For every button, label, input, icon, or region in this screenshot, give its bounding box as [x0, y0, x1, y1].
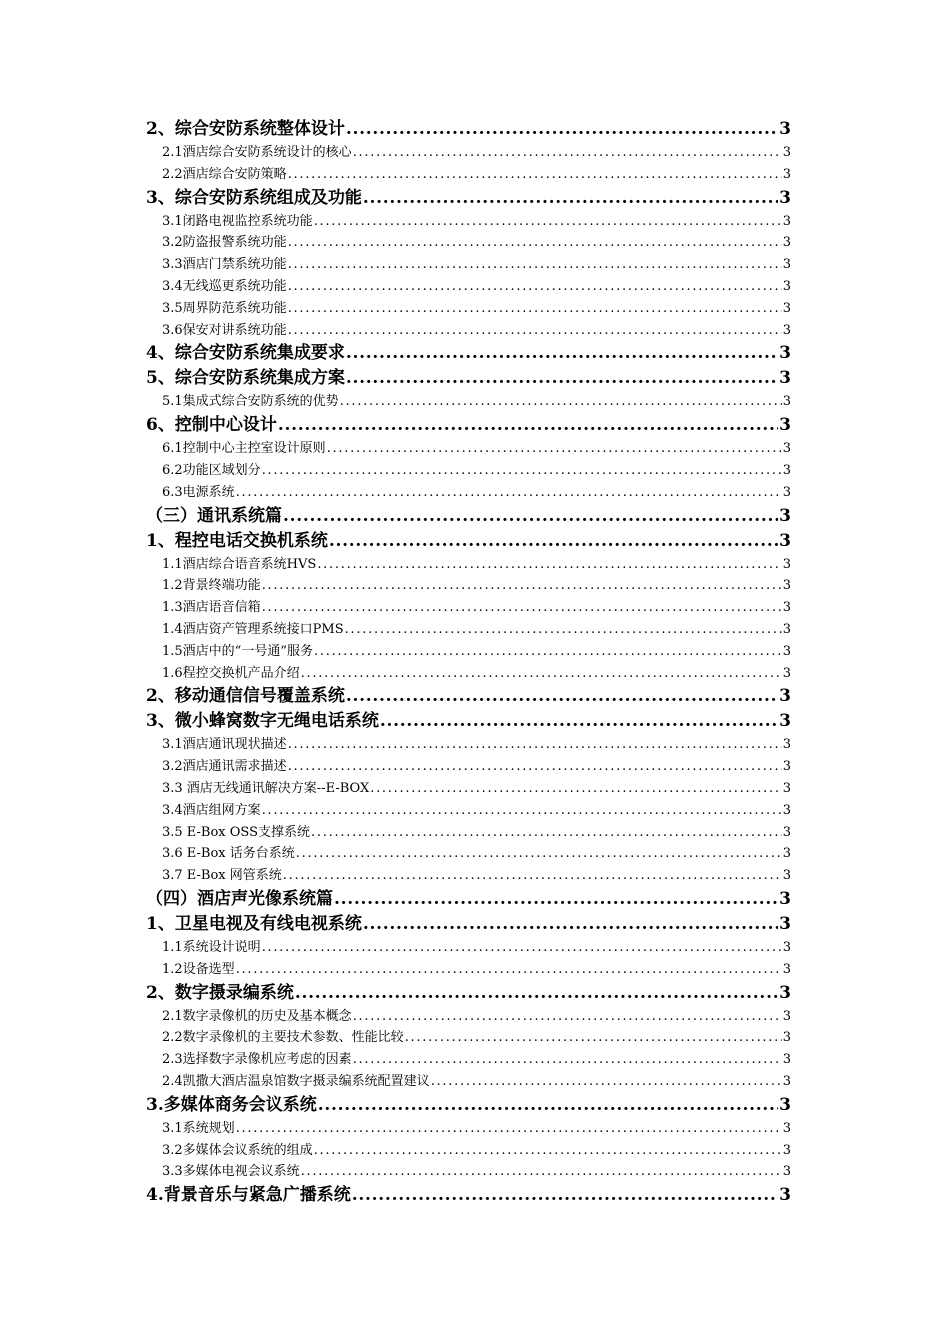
toc-entry-title: 3.4酒店组网方案 — [162, 802, 261, 818]
toc-dot-leader — [340, 391, 782, 413]
toc-entry-title: 5.1集成式综合安防系统的优势 — [162, 394, 339, 410]
toc-subentry[interactable] — [146, 1006, 791, 1028]
toc-page-number: 3 — [779, 415, 791, 436]
toc-entry-title: 3.多媒体商务会议系统 — [146, 1094, 317, 1115]
toc-entry-title: 2.3选择数字录像机应考虑的因素 — [162, 1052, 352, 1068]
toc-entry-title: 4.背景音乐与紧急广播系统 — [146, 1185, 351, 1206]
toc-page-number: 3 — [779, 982, 791, 1003]
toc-entry-title: 5、综合安防系统集成方案 — [146, 368, 345, 389]
toc-page-number: 3 — [779, 119, 791, 139]
toc-heading-entry[interactable] — [146, 366, 791, 391]
toc-page-number: 3 — [782, 441, 791, 457]
toc-dot-leader — [236, 959, 782, 981]
toc-dot-leader — [236, 482, 782, 504]
toc-dot-leader — [363, 912, 778, 937]
toc-page-number: 3 — [779, 686, 791, 707]
toc-dot-leader — [353, 142, 782, 164]
toc-dot-leader — [327, 438, 782, 460]
toc-page-number: 3 — [782, 257, 791, 273]
toc-entry-title: 3.3多媒体电视会议系统 — [162, 1164, 300, 1180]
toc-entry-title: 6.2功能区域划分 — [162, 462, 261, 478]
toc-page-number: 3 — [782, 846, 791, 862]
toc-heading-entry[interactable] — [146, 1093, 791, 1118]
toc-entry-title: 3.1闭路电视监控系统功能 — [162, 213, 313, 229]
toc-entry-title: 3.6 E-Box 话务台系统 — [162, 846, 295, 862]
toc-dot-leader — [317, 554, 781, 576]
toc-subentry[interactable] — [146, 298, 791, 320]
toc-page-number: 3 — [782, 939, 791, 955]
toc-dot-leader — [283, 865, 782, 887]
toc-subentry[interactable] — [146, 254, 791, 276]
toc-page-number: 3 — [782, 665, 791, 681]
toc-page-number: 3 — [782, 868, 791, 884]
toc-page-number: 3 — [779, 368, 791, 389]
toc-entry-title: 4、综合安防系统集成要求 — [146, 343, 345, 364]
toc-heading-entry[interactable] — [146, 186, 791, 211]
toc-entry-title: 6.1控制中心主控室设计原则 — [162, 441, 326, 457]
toc-dot-leader — [288, 734, 782, 756]
toc-dot-leader — [346, 366, 778, 391]
toc-dot-leader — [301, 1161, 782, 1183]
toc-page-number: 3 — [779, 505, 791, 526]
toc-page-number: 3 — [779, 1094, 791, 1115]
toc-dot-leader — [329, 529, 778, 554]
toc-page-number: 3 — [782, 556, 791, 572]
toc-dot-leader — [301, 663, 782, 685]
toc-entry-title: 1.2背景终端功能 — [162, 578, 261, 594]
toc-entry-title: 2.1酒店综合安防系统设计的核心 — [162, 145, 352, 160]
toc-dot-leader — [262, 597, 782, 619]
toc-subentry[interactable] — [146, 619, 791, 641]
toc-heading-entry[interactable] — [146, 341, 791, 366]
toc-page-number: 3 — [782, 166, 791, 182]
toc-entry-title: 3.2防盗报警系统功能 — [162, 235, 287, 251]
toc-entry-title: 1.4酒店资产管理系统接口PMS — [162, 621, 344, 637]
toc-dot-leader — [295, 981, 778, 1006]
toc-entry-title: 3.6保安对讲系统功能 — [162, 322, 287, 338]
toc-page-number: 3 — [782, 1008, 791, 1024]
toc-dot-leader — [262, 575, 782, 597]
toc-subentry[interactable] — [146, 1161, 791, 1183]
toc-entry-title: 3.1系统规划 — [162, 1120, 235, 1136]
toc-page-number: 3 — [782, 1052, 791, 1068]
toc-subentry[interactable] — [146, 164, 791, 186]
toc-entry-title: （三）通讯系统篇 — [146, 505, 282, 526]
toc-entry-title: 2、移动通信信号覆盖系统 — [146, 686, 345, 707]
toc-dot-leader — [380, 709, 778, 734]
toc-page-number: 3 — [782, 300, 791, 316]
toc-page-number: 3 — [782, 824, 791, 840]
toc-entry-title: 1、程控电话交换机系统 — [146, 530, 328, 551]
toc-subentry[interactable] — [146, 756, 791, 778]
toc-page-number: 3 — [782, 278, 791, 294]
toc-dot-leader — [236, 1118, 782, 1140]
toc-page-number: 3 — [779, 530, 791, 551]
toc-entry-title: 2.2酒店综合安防策略 — [162, 166, 287, 182]
toc-dot-leader — [311, 822, 782, 844]
toc-entry-title: 1.6程控交换机产品介绍 — [162, 665, 300, 681]
toc-heading-entry[interactable] — [146, 117, 791, 142]
toc-dot-leader — [318, 1093, 778, 1118]
toc-page-number: 3 — [782, 1120, 791, 1136]
toc-subentry[interactable] — [146, 276, 791, 298]
toc-subentry[interactable] — [146, 843, 791, 865]
toc-subentry[interactable] — [146, 232, 791, 254]
toc-dot-leader — [288, 254, 782, 276]
toc-dot-leader — [288, 232, 782, 254]
toc-subentry[interactable] — [146, 211, 791, 233]
toc-page-number: 3 — [782, 235, 791, 251]
toc-page-number: 3 — [782, 961, 791, 977]
toc-subentry[interactable] — [146, 778, 791, 800]
toc-page-number: 3 — [782, 643, 791, 659]
toc-entry-title: 3.2酒店通讯需求描述 — [162, 759, 287, 775]
toc-entry-title: 1.1系统设计说明 — [162, 939, 261, 955]
toc-entry-title: 3.7 E-Box 网管系统 — [162, 868, 282, 884]
toc-heading-entry[interactable] — [146, 912, 791, 937]
toc-subentry[interactable] — [146, 734, 791, 756]
toc-dot-leader — [314, 1140, 782, 1162]
toc-page-number: 3 — [782, 394, 791, 410]
toc-subentry[interactable] — [146, 663, 791, 685]
toc-subentry[interactable] — [146, 1027, 791, 1049]
toc-entry-title: 6、控制中心设计 — [146, 415, 277, 436]
toc-entry-title: 1.2设备选型 — [162, 961, 235, 977]
table-of-contents — [146, 117, 791, 1208]
toc-dot-leader — [314, 211, 782, 233]
toc-entry-title: 1、卫星电视及有线电视系统 — [146, 913, 362, 934]
toc-dot-leader — [262, 460, 782, 482]
toc-entry-title: 2、综合安防系统整体设计 — [146, 119, 345, 139]
toc-page-number: 3 — [779, 913, 791, 934]
toc-page-number: 3 — [782, 759, 791, 775]
toc-entry-title: 3.2多媒体会议系统的组成 — [162, 1142, 313, 1158]
toc-subentry[interactable] — [146, 320, 791, 342]
toc-entry-title: 3.1酒店通讯现状描述 — [162, 737, 287, 753]
toc-page-number: 3 — [782, 484, 791, 500]
toc-page-number: 3 — [782, 462, 791, 478]
toc-page-number: 3 — [782, 1142, 791, 1158]
toc-heading-entry[interactable] — [146, 1183, 791, 1208]
toc-entry-title: 6.3电源系统 — [162, 484, 235, 500]
toc-subentry[interactable] — [146, 822, 791, 844]
toc-page-number: 3 — [782, 1164, 791, 1180]
toc-dot-leader — [288, 756, 782, 778]
toc-subentry[interactable] — [146, 1118, 791, 1140]
toc-entry-title: 1.5酒店中的“一号通”服务 — [162, 643, 313, 659]
toc-subentry[interactable] — [146, 575, 791, 597]
toc-subentry[interactable] — [146, 1049, 791, 1071]
toc-heading-entry[interactable] — [146, 887, 791, 912]
toc-dot-leader — [278, 413, 778, 438]
toc-dot-leader — [262, 800, 782, 822]
toc-entry-title: 3、微小蜂窝数字无绳电话系统 — [146, 711, 379, 732]
toc-dot-leader — [283, 504, 778, 529]
toc-entry-title: （四）酒店声光像系统篇 — [146, 888, 333, 909]
toc-page-number: 3 — [782, 145, 791, 160]
toc-dot-leader — [345, 619, 782, 641]
toc-dot-leader — [288, 164, 782, 186]
toc-subentry[interactable] — [146, 597, 791, 619]
toc-entry-title: 3.5周界防范系统功能 — [162, 300, 287, 316]
toc-page-number: 3 — [779, 888, 791, 909]
toc-dot-leader — [334, 887, 778, 912]
toc-dot-leader — [431, 1071, 782, 1093]
toc-subentry[interactable] — [146, 1140, 791, 1162]
toc-dot-leader — [288, 320, 782, 342]
toc-entry-title: 2.4凯撒大酒店温泉馆数字摄录编系统配置建议 — [162, 1073, 430, 1089]
toc-page-number: 3 — [782, 322, 791, 338]
toc-subentry[interactable] — [146, 1071, 791, 1093]
toc-subentry[interactable] — [146, 391, 791, 413]
toc-entry-title: 3.4无线巡更系统功能 — [162, 278, 287, 294]
toc-dot-leader — [346, 684, 778, 709]
toc-entry-title: 3.5 E-Box OSS支撑系统 — [162, 824, 311, 840]
toc-subentry[interactable] — [146, 937, 791, 959]
toc-subentry[interactable] — [146, 959, 791, 981]
toc-subentry[interactable] — [146, 438, 791, 460]
toc-page-number: 3 — [782, 802, 791, 818]
toc-page-number: 3 — [782, 600, 791, 616]
toc-subentry[interactable] — [146, 482, 791, 504]
toc-entry-title: 1.3酒店语音信箱 — [162, 600, 261, 616]
toc-page-number: 3 — [782, 1030, 791, 1046]
toc-dot-leader — [405, 1027, 782, 1049]
toc-entry-title: 3.3 酒店无线通讯解决方案--E-BOX — [162, 780, 370, 796]
toc-page-number: 3 — [782, 621, 791, 637]
toc-page-number: 3 — [782, 1073, 791, 1089]
toc-dot-leader — [363, 186, 778, 211]
toc-heading-entry[interactable] — [146, 684, 791, 709]
toc-dot-leader — [262, 937, 782, 959]
toc-subentry[interactable] — [146, 865, 791, 887]
toc-page-number: 3 — [779, 343, 791, 364]
toc-dot-leader — [346, 117, 778, 142]
toc-dot-leader — [288, 276, 782, 298]
toc-page-number: 3 — [779, 187, 791, 208]
toc-page-number: 3 — [782, 737, 791, 753]
toc-subentry[interactable] — [146, 460, 791, 482]
toc-heading-entry[interactable] — [146, 981, 791, 1006]
toc-entry-title: 3.3酒店门禁系统功能 — [162, 257, 287, 273]
toc-entry-title: 2.1数字录像机的历史及基本概念 — [162, 1008, 352, 1024]
toc-dot-leader — [296, 843, 782, 865]
toc-dot-leader — [352, 1183, 778, 1208]
toc-dot-leader — [353, 1049, 782, 1071]
toc-dot-leader — [370, 778, 782, 800]
toc-entry-title: 2、数字摄录编系统 — [146, 982, 294, 1003]
toc-subentry[interactable] — [146, 142, 791, 164]
toc-subentry[interactable] — [146, 800, 791, 822]
toc-subentry[interactable] — [146, 554, 791, 576]
toc-heading-entry[interactable] — [146, 529, 791, 554]
toc-dot-leader — [346, 341, 778, 366]
toc-page-number: 3 — [779, 711, 791, 732]
toc-entry-title: 2.2数字录像机的主要技术参数、性能比较 — [162, 1030, 404, 1046]
toc-subentry[interactable] — [146, 641, 791, 663]
toc-page-number: 3 — [782, 780, 791, 796]
toc-heading-entry[interactable] — [146, 504, 791, 529]
toc-heading-entry[interactable] — [146, 413, 791, 438]
toc-entry-title: 3、综合安防系统组成及功能 — [146, 187, 362, 208]
toc-heading-entry[interactable] — [146, 709, 791, 734]
toc-dot-leader — [353, 1006, 782, 1028]
toc-dot-leader — [314, 641, 782, 663]
toc-page-number: 3 — [782, 578, 791, 594]
toc-dot-leader — [288, 298, 782, 320]
toc-entry-title: 1.1酒店综合语音系统HVS — [162, 556, 317, 572]
toc-page-number: 3 — [779, 1185, 791, 1206]
toc-page-number: 3 — [782, 213, 791, 229]
